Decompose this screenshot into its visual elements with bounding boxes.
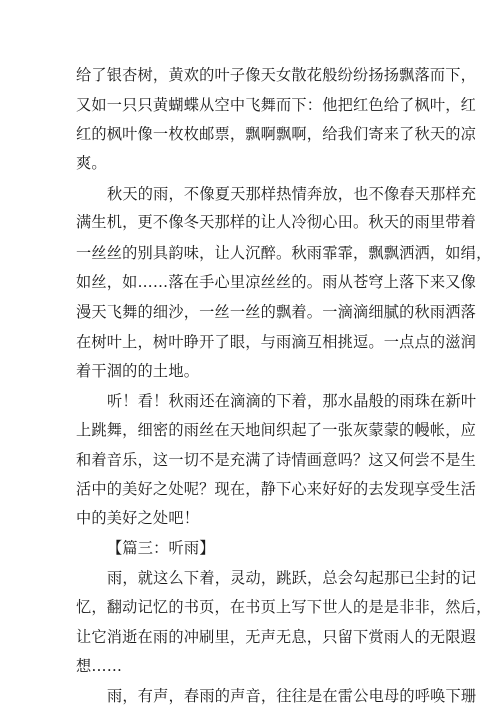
paragraph-first-line: 雨，就这么下着，灵动，跳跃，总会勾起那已尘封的记	[107, 569, 477, 587]
text-line: 给了银杏树，黄欢的叶子像天女散花般纷纷扬扬飘落而下，	[76, 66, 477, 84]
text-line: 和着音乐，这一切不是充满了诗情画意吗？这又何尝不是生	[76, 451, 477, 469]
paragraph-first-line: 雨，有声，春雨的声音，往往是在雷公电母的呼唤下珊	[107, 687, 477, 705]
text-line: 上跳舞，细密的雨丝在天地间织起了一张灰蒙蒙的幔帐，应	[76, 421, 477, 439]
text-line: 着干涸的的土地。	[76, 362, 200, 380]
text-line: 一丝丝的别具韵味，让人沉醉。秋雨霏霏，飘飘洒洒，如绢，	[76, 244, 492, 262]
text-line: 爽。	[76, 154, 107, 172]
text-line: 漫天飞舞的细沙，一丝一丝的飘着。一滴滴细腻的秋雨洒落	[76, 303, 477, 321]
paragraph-first-line: 听！看！秋雨还在滴滴的下着，那水晶般的雨珠在新叶	[107, 392, 477, 410]
text-line: 在树叶上，树叶睁开了眼，与雨滴互相挑逗。一点点的滋润	[76, 333, 477, 351]
paragraph-first-line: 秋天的雨，不像夏天那样热情奔放，也不像春天那样充	[107, 185, 477, 203]
text-line: 满生机，更不像冬天那样的让人冷彻心田。秋天的雨里带着	[76, 213, 477, 231]
text-line: 如丝，如……落在手心里凉丝丝的。雨从苍穹上落下来又像	[76, 273, 477, 291]
text-line: 忆，翻动记忆的书页，在书页上写下世人的是是非非，然后，	[76, 598, 492, 616]
text-line: 活中的美好之处呢？现在，静下心来好好的去发现享受生活	[76, 480, 477, 498]
section-heading: 【篇三：听雨】	[107, 539, 215, 557]
text-line: 让它消逝在雨的冲刷里，无声无息，只留下赏雨人的无限遐	[76, 628, 477, 646]
text-line: 想……	[76, 657, 123, 675]
text-line: 中的美好之处吧！	[76, 509, 200, 527]
text-line: 红的枫叶像一枚枚邮票，飘啊飘啊，给我们寄来了秋天的凉	[76, 125, 477, 143]
text-line: 又如一只只黄蝴蝶从空中飞舞而下：他把红色给了枫叶，红	[76, 96, 477, 114]
